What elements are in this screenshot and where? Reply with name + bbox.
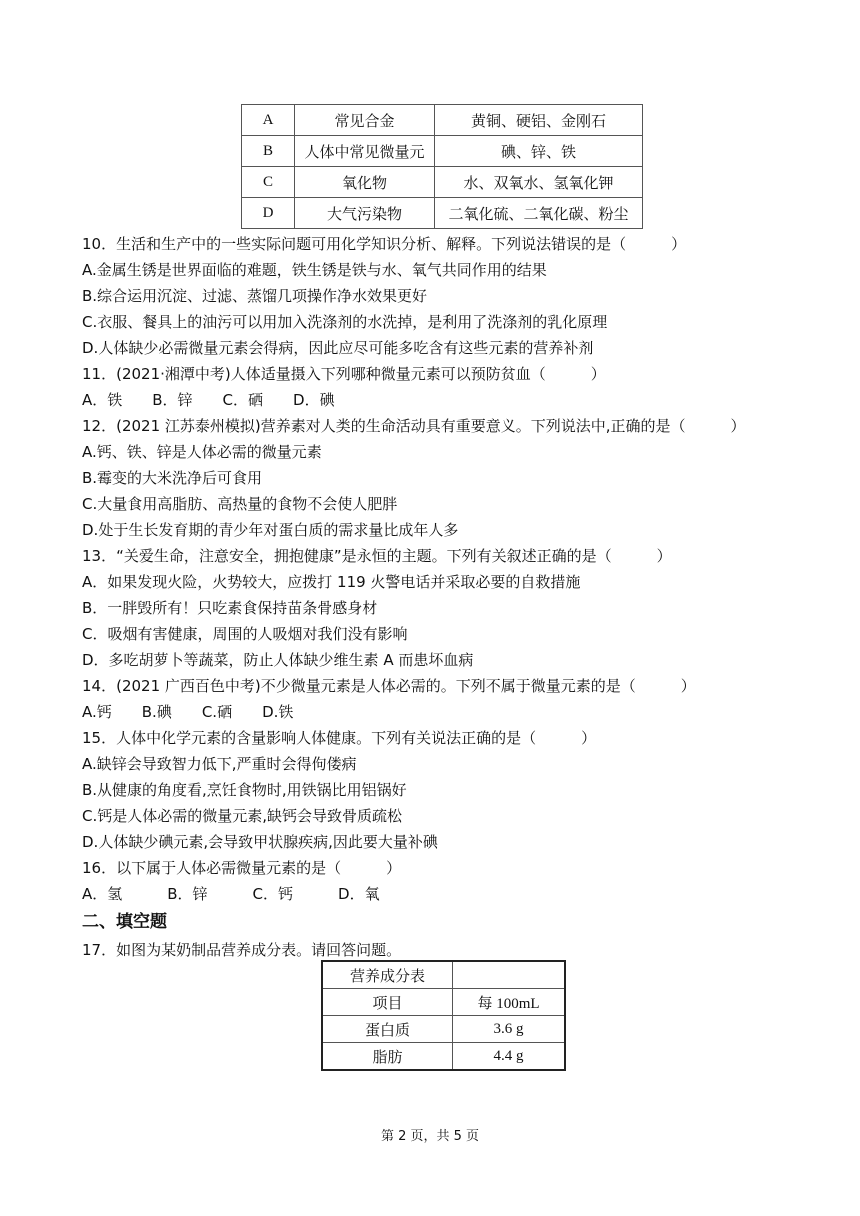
question-list xyxy=(82,231,782,963)
table-row xyxy=(242,136,643,167)
table-cell: 碘、锌、铁 xyxy=(435,136,643,167)
table-cell: 脂肪 xyxy=(322,1043,453,1071)
question-line: 14．(2021 广西百色中考)不少微量元素是人体必需的。下列不属于微量元素的是（ ） xyxy=(82,677,696,695)
section-heading: 二、填空题 xyxy=(82,912,167,932)
question-line: C.大量食用高脂肪、高热量的食物不会使人肥胖 xyxy=(82,495,398,513)
question-line: 13．“关爱生命，注意安全，拥抱健康”是永恒的主题。下列有关叙述正确的是（ ） xyxy=(82,547,672,565)
table-cell: 常见合金 xyxy=(295,105,435,136)
question-line: B.霉变的大米洗净后可食用 xyxy=(82,469,263,487)
table-row xyxy=(242,105,643,136)
table-cell: 蛋白质 xyxy=(322,1016,453,1043)
question-line: 10．生活和生产中的一些实际问题可用化学知识分析、解释。下列说法错误的是（ ） xyxy=(82,235,687,253)
question-line: 17．如图为某奶制品营养成分表。请回答问题。 xyxy=(82,941,402,959)
table-cell: 人体中常见微量元 xyxy=(295,136,435,167)
table-cell xyxy=(453,961,566,989)
table-cell: 氧化物 xyxy=(295,167,435,198)
table-cell: 4.4 g xyxy=(453,1043,566,1071)
question-line: D.人体缺少碘元素,会导致甲状腺疾病,因此要大量补碘 xyxy=(82,833,438,851)
question-line: C．吸烟有害健康，周围的人吸烟对我们没有影响 xyxy=(82,625,408,643)
question-line: D.人体缺少必需微量元素会得病，因此应尽可能多吃含有这些元素的营养补剂 xyxy=(82,339,594,357)
question-line: D.处于生长发育期的青少年对蛋白质的需求量比成年人多 xyxy=(82,521,459,539)
table-row xyxy=(322,1043,565,1071)
question-line: 11．(2021·湘潭中考)人体适量摄入下列哪种微量元素可以预防贫血（ ） xyxy=(82,365,606,383)
table-cell: 每 100mL xyxy=(453,989,566,1016)
question-line: 12．(2021 江苏泰州模拟)营养素对人类的生命活动具有重要意义。下列说法中,正确的是（ ） xyxy=(82,417,746,435)
nutrition-table xyxy=(321,960,566,1071)
table-cell: 水、双氧水、氢氧化钾 xyxy=(435,167,643,198)
question-line: A.金属生锈是世界面临的难题，铁生锈是铁与水、氧气共同作用的结果 xyxy=(82,261,547,279)
table-row xyxy=(242,198,643,229)
question-line: A．铁 B．锌 C．硒 D．碘 xyxy=(82,391,335,409)
question-line: B．一胖毁所有！只吃素食保持苗条骨感身材 xyxy=(82,599,378,617)
question-line: B.综合运用沉淀、过滤、蒸馏几项操作净水效果更好 xyxy=(82,287,428,305)
table-row xyxy=(322,1016,565,1043)
question-line: B.从健康的角度看,烹饪食物时,用铁锅比用铝锅好 xyxy=(82,781,407,799)
table-cell: 营养成分表 xyxy=(322,961,453,989)
classification-table xyxy=(241,104,643,229)
table-cell: B xyxy=(242,136,295,167)
table-cell: D xyxy=(242,198,295,229)
question-line: 15．人体中化学元素的含量影响人体健康。下列有关说法正确的是（ ） xyxy=(82,729,597,747)
table-cell: 3.6 g xyxy=(453,1016,566,1043)
table-row xyxy=(322,989,565,1016)
question-line: C.钙是人体必需的微量元素,缺钙会导致骨质疏松 xyxy=(82,807,403,825)
question-line: 16．以下属于人体必需微量元素的是（ ） xyxy=(82,859,402,877)
table-cell: 大气污染物 xyxy=(295,198,435,229)
question-line: A．如果发现火险，火势较大，应拨打 119 火警电话并采取必要的自救措施 xyxy=(82,573,581,591)
table-row xyxy=(242,167,643,198)
page-footer: 第 2 页，共 5 页 xyxy=(380,1129,480,1144)
question-line: A．氢 B．锌 C．钙 D．氧 xyxy=(82,885,380,903)
table-cell: 二氧化硫、二氧化碳、粉尘 xyxy=(435,198,643,229)
table-cell: 黄铜、硬铝、金刚石 xyxy=(435,105,643,136)
question-line: A.钙 B.碘 C.硒 D.铁 xyxy=(82,703,294,721)
question-line: D．多吃胡萝卜等蔬菜，防止人体缺少维生素 A 而患坏血病 xyxy=(82,651,474,669)
question-line: A.缺锌会导致智力低下,严重时会得佝偻病 xyxy=(82,755,357,773)
table-row xyxy=(322,961,565,989)
question-line: C.衣服、餐具上的油污可以用加入洗涤剂的水洗掉，是利用了洗涤剂的乳化原理 xyxy=(82,313,608,331)
table-cell: C xyxy=(242,167,295,198)
question-line: A.钙、铁、锌是人体必需的微量元素 xyxy=(82,443,322,461)
table-cell: 项目 xyxy=(322,989,453,1016)
table-cell: A xyxy=(242,105,295,136)
